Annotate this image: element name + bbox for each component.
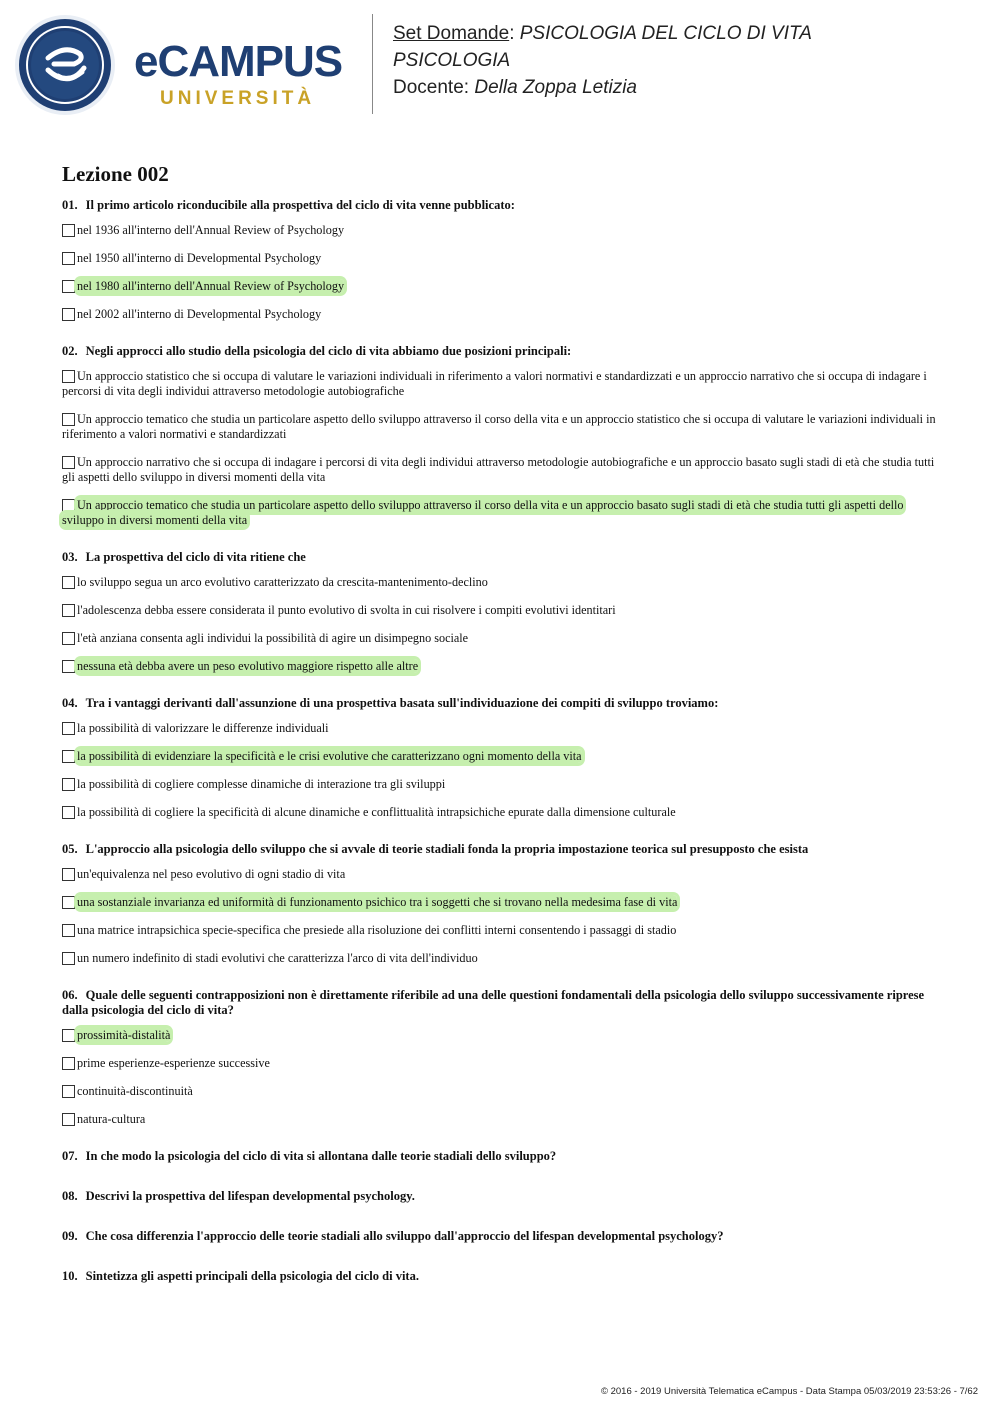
checkbox[interactable] [62,280,75,293]
answer-text: una sostanziale invarianza ed uniformità di funzionamento psichico tra i soggetti che si trovano nella medesima fase di vita [77,895,678,909]
checkbox[interactable] [62,499,75,512]
checkbox[interactable] [62,868,75,881]
question-text [62,198,942,213]
checkbox[interactable] [62,224,75,237]
open-questions [62,1149,942,1284]
answer-text: prossimità-distalità [77,1028,171,1042]
answer-text: prime esperienze-esperienze successive [77,1056,270,1070]
checkbox[interactable] [62,1113,75,1126]
checkbox[interactable] [62,660,75,673]
answer-text: nel 1950 all'interno di Developmental Psychology [77,251,322,265]
question-number: 08. [62,1189,78,1203]
question-label: L'approccio alla psicologia dello sviluppo che si avvale di teorie stadiali fonda la propria impostazione teorica sul presupposto che esista [85,842,809,856]
answer-option [62,223,942,238]
checkbox[interactable] [62,604,75,617]
answer-text: nel 1936 all'interno dell'Annual Review of Psychology [77,223,345,237]
logo-subtitle: UNIVERSITÀ [160,88,316,109]
answer-text: Un approccio tematico che studia un particolare aspetto dello sviluppo attraverso il corso della vita e un approccio basato sugli stadi di età che studia tutti gli aspetti dello sviluppo in diversi momenti della vita [62,498,904,527]
question-text [62,550,942,565]
answer-option [62,575,942,590]
multiple-choice-questions [62,198,942,1127]
answer-text: Un approccio tematico che studia un particolare aspetto dello sviluppo attraverso il corso della vita e un approccio statistico che si occupa di valutare le variazioni individuali in riferimento a valori normativi e standardizzati [62,412,936,441]
checkbox[interactable] [62,806,75,819]
answer-text: continuità-discontinuità [77,1084,193,1098]
answer-option [62,1112,942,1127]
question-text [62,1149,942,1164]
checkbox[interactable] [62,252,75,265]
answer-text: una matrice intrapsichica specie-specifica che presiede alla risoluzione dei conflitti interni consentendo i passaggi di stadio [77,923,677,937]
page-header [0,0,1000,130]
answer-text: nel 2002 all'interno di Developmental Psychology [77,307,322,321]
checkbox[interactable] [62,952,75,965]
answer-option [62,1056,942,1071]
question-text [62,842,942,857]
answer-text: Un approccio narrativo che si occupa di indagare i percorsi di vita degli individui attraverso metodologie autobiografiche e un approccio basato sugli stadi di età che studia tutti gli aspetti dello sviluppo in diversi momenti della vita [62,455,935,484]
question-number: 03. [62,550,78,564]
checkbox[interactable] [62,896,75,909]
question-label: Che cosa differenzia l'approccio delle teorie stadiali allo sviluppo dall'approccio del lifespan developmental psychology? [85,1229,724,1243]
answer-text: un'equivalenza nel peso evolutivo di ogni stadio di vita [77,867,346,881]
answer-text: natura-cultura [77,1112,146,1126]
answer-text: la possibilità di evidenziare la specificità e le crisi evolutive che caratterizzano ogni momento della vita [77,749,582,763]
answer-option [62,369,942,399]
answer-option-correct [62,498,942,528]
set-label: Set Domande [393,23,510,44]
question-item [62,198,942,322]
question-item [62,344,942,528]
question-item [62,842,942,966]
answer-text: la possibilità di valorizzare le differenze individuali [77,721,329,735]
answer-option [62,603,942,618]
answer-option-correct [62,279,942,294]
answer-option-correct [62,1028,942,1043]
logo-wordmark: eCAMPUS [134,37,343,86]
answer-option [62,455,942,485]
question-item [62,696,942,820]
question-text [62,1229,942,1244]
ecampus-logo-emblem [14,14,116,116]
question-number: 01. [62,198,78,212]
answer-text: l'età anziana consenta agli individui la possibilità di agire un disimpegno sociale [77,631,469,645]
answer-option [62,805,942,820]
answer-text: la possibilità di cogliere complesse dinamiche di interazione tra gli sviluppi [77,777,446,791]
answer-option-correct [62,659,942,674]
checkbox[interactable] [62,924,75,937]
course-info: Set Domande: PSICOLOGIA DEL CICLO DI VITA PSICOLOGIA Docente: Della Zoppa Letizia [393,23,812,98]
checkbox[interactable] [62,750,75,763]
answer-text: l'adolescenza debba essere considerata il punto evolutivo di svolta in cui risolvere i compiti evolutivi identitari [77,603,616,617]
set-title: PSICOLOGIA DEL CICLO DI VITA [519,23,812,44]
question-text [62,988,942,1018]
checkbox[interactable] [62,1057,75,1070]
page-footer: © 2016 - 2019 Università Telematica eCampus - Data Stampa 05/03/2019 23:53:26 - 7/62 [600,1386,978,1397]
teacher-name: Della Zoppa Letizia [474,77,637,98]
answer-text: lo sviluppo segua un arco evolutivo caratterizzato da crescita-mantenimento-declino [77,575,488,589]
checkbox[interactable] [62,370,75,383]
answer-text: nel 1980 all'interno dell'Annual Review of Psychology [77,279,345,293]
question-number: 04. [62,696,78,710]
question-label: In che modo la psicologia del ciclo di vita si allontana dalle teorie stadiali dello sviluppo? [85,1149,557,1163]
question-label: La prospettiva del ciclo di vita ritiene che [85,550,306,564]
open-question-item [62,1229,942,1244]
question-label: Il primo articolo riconducibile alla prospettiva del ciclo di vita venne pubblicato: [85,198,515,212]
checkbox[interactable] [62,1085,75,1098]
checkbox[interactable] [62,576,75,589]
answer-option-correct [62,895,942,910]
question-label: Descrivi la prospettiva del lifespan developmental psychology. [85,1189,415,1203]
subject-name: PSICOLOGIA [393,50,511,71]
answer-option [62,1084,942,1099]
checkbox[interactable] [62,456,75,469]
answer-text: la possibilità di cogliere la specificità di alcune dinamiche e conflittualità intrapsichiche epurate dalla dimensione culturale [77,805,676,819]
question-set [62,160,942,1309]
question-number: 07. [62,1149,78,1163]
question-number: 06. [62,988,78,1002]
question-label: Tra i vantaggi derivanti dall'assunzione di una prospettiva basata sull'individuazione dei compiti di sviluppo troviamo: [85,696,719,710]
answer-text: Un approccio statistico che si occupa di valutare le variazioni individuali in riferimento a valori normativi e standardizzati e un approccio narrativo che si occupa di indagare i percorsi di vita degli individui attraverso metodologie autobiografiche [62,369,927,398]
answer-option-correct [62,749,942,764]
answer-option [62,777,942,792]
checkbox[interactable] [62,308,75,321]
open-question-item [62,1149,942,1164]
lesson-title: Lezione 002 [62,162,169,186]
checkbox[interactable] [62,722,75,735]
answer-option [62,923,942,938]
answer-option [62,251,942,266]
question-text [62,696,942,711]
answer-option [62,307,942,322]
question-text [62,344,942,359]
open-question-item [62,1269,942,1284]
question-number: 09. [62,1229,78,1243]
question-item [62,550,942,674]
question-number: 02. [62,344,78,358]
answer-option [62,412,942,442]
answer-option [62,951,942,966]
header-divider [372,14,373,114]
checkbox[interactable] [62,632,75,645]
open-question-item [62,1189,942,1204]
answer-text: un numero indefinito di stadi evolutivi che caratterizza l'arco di vita dell'individuo [77,951,478,965]
answer-option [62,631,942,646]
question-label: Quale delle seguenti contrapposizioni non è direttamente riferibile ad una delle questioni fondamentali della psicologia dello sviluppo successivamente riprese dalla psicologia del ciclo di vita? [62,988,925,1017]
question-number: 05. [62,842,78,856]
question-label: Negli approcci allo studio della psicologia del ciclo di vita abbiamo due posizioni principali: [85,344,572,358]
answer-option [62,867,942,882]
question-item [62,988,942,1127]
checkbox[interactable] [62,1029,75,1042]
answer-option [62,721,942,736]
question-text [62,1269,942,1284]
question-label: Sintetizza gli aspetti principali della psicologia del ciclo di vita. [85,1269,419,1283]
answer-text: nessuna età debba avere un peso evolutivo maggiore rispetto alle altre [77,659,419,673]
checkbox[interactable] [62,413,75,426]
question-number: 10. [62,1269,78,1283]
teacher-label: Docente [393,77,464,98]
question-text [62,1189,942,1204]
checkbox[interactable] [62,778,75,791]
